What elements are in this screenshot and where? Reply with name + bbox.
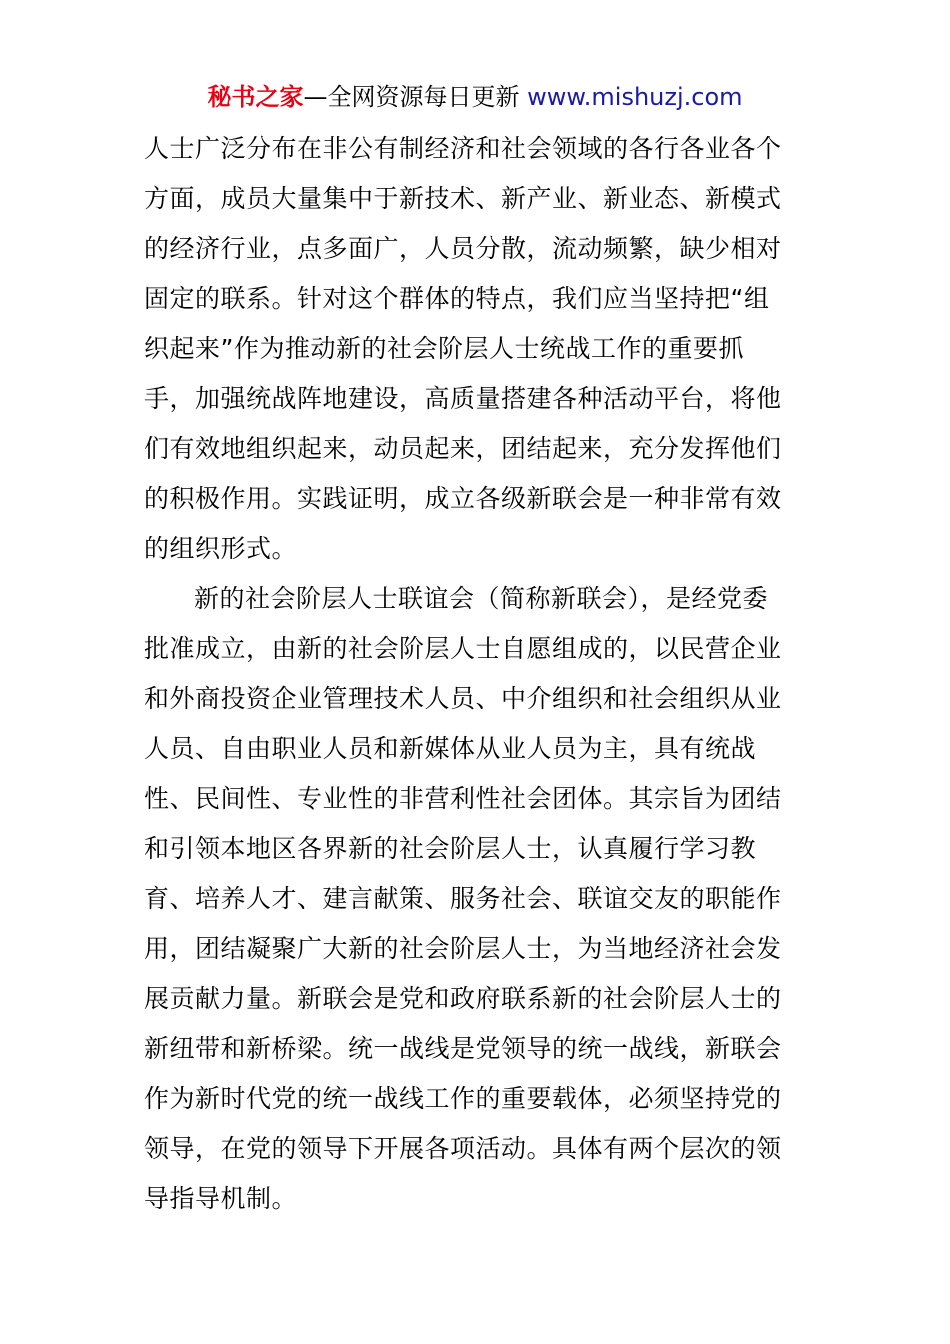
paragraph-1 xyxy=(144,124,809,574)
text-line: 的经济行业，点多面广，人员分散，流动频繁，缺少相对 xyxy=(144,234,782,263)
text-line: 性、民间性、专业性的非营利性社会团体。其宗旨为团结 xyxy=(144,784,782,813)
text-line: 展贡献力量。新联会是党和政府联系新的社会阶层人士的 xyxy=(144,984,782,1013)
page-header xyxy=(0,80,950,114)
text-line: 固定的联系。针对这个群体的特点，我们应当坚持把“组 xyxy=(144,284,770,313)
text-line: 用，团结凝聚广大新的社会阶层人士，为当地经济社会发 xyxy=(144,934,782,963)
text-line: 和引领本地区各界新的社会阶层人士，认真履行学习教 xyxy=(144,834,757,863)
text-line: 导指导机制。 xyxy=(144,1184,298,1213)
text-line: 人士广泛分布在非公有制经济和社会领域的各行各业各个 xyxy=(144,134,782,163)
paragraph-2 xyxy=(144,574,809,1224)
site-url-link[interactable]: www.mishuzj.com xyxy=(527,83,743,111)
text-line: 和外商投资企业管理技术人员、中介组织和社会组织从业 xyxy=(144,684,782,713)
text-line: 的积极作用。实践证明，成立各级新联会是一种非常有效 xyxy=(144,484,782,513)
text-line: 的组织形式。 xyxy=(144,534,298,563)
text-line: 人员、自由职业人员和新媒体从业人员为主，具有统战 xyxy=(144,734,757,763)
text-line: 领导，在党的领导下开展各项活动。具体有两个层次的领 xyxy=(144,1134,782,1163)
text-line: 方面，成员大量集中于新技术、新产业、新业态、新模式 xyxy=(144,184,782,213)
text-line: 育、培养人才、建言献策、服务社会、联谊交友的职能作 xyxy=(144,884,782,913)
text-line: 批准成立，由新的社会阶层人士自愿组成的，以民营企业 xyxy=(144,634,782,663)
text-line: 织起来”作为推动新的社会阶层人士统战工作的重要抓 xyxy=(144,334,744,363)
text-line: 新的社会阶层人士联谊会（简称新联会），是经党委 xyxy=(194,584,769,613)
text-line: 们有效地组织起来，动员起来，团结起来，充分发挥他们 xyxy=(144,434,782,463)
text-line: 作为新时代党的统一战线工作的重要载体，必须坚持党的 xyxy=(144,1084,782,1113)
text-line: 手，加强统战阵地建设，高质量搭建各种活动平台，将他 xyxy=(144,384,782,413)
site-tagline: —全网资源每日更新 xyxy=(303,83,528,111)
site-brand: 秘书之家 xyxy=(207,83,304,111)
text-line: 新纽带和新桥梁。统一战线是党领导的统一战线，新联会 xyxy=(144,1034,782,1063)
document-body xyxy=(144,124,809,1224)
